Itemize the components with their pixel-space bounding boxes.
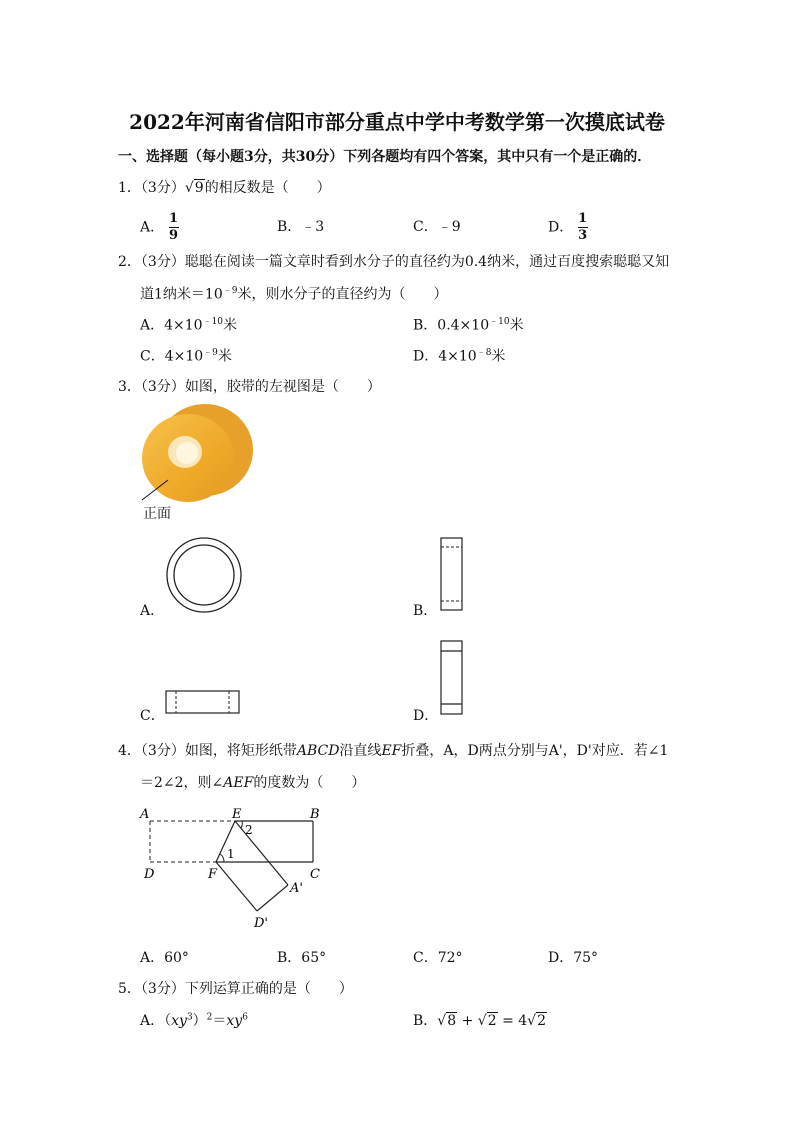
sqrt: √8 <box>437 1013 457 1029</box>
fraction <box>169 212 179 243</box>
q3-option-b-label[interactable]: B． <box>413 603 438 619</box>
q4-text: 4．（3分）如图，将矩形纸带 <box>118 743 297 759</box>
q1-number: 1． <box>118 180 141 196</box>
q5-italic: xy <box>171 1013 187 1029</box>
angle-1-arc <box>220 854 224 862</box>
denominator: 3 <box>578 228 588 243</box>
q4-italic: EF <box>381 743 402 759</box>
option-text: B．0.4×10 <box>413 317 490 334</box>
q4-text: 的度数为（ ） <box>253 775 366 791</box>
option-label: D． <box>548 219 574 236</box>
q3-option-b-figure[interactable] <box>440 537 464 613</box>
q4-line-1 <box>118 740 668 760</box>
q2-option-a[interactable] <box>140 314 237 335</box>
q4-italic: AEF <box>223 775 254 791</box>
q2-line-1: 2．（3分）聪聪在阅读一篇文章时看到水分子的直径约为0.4纳米，通过百度搜索聪聪又知 <box>118 254 670 270</box>
radicand: 8 <box>447 1013 457 1029</box>
tape-hole-inner <box>176 442 198 464</box>
section-heading: 一、选择题（每小题3分，共30分）下列各题均有四个答案，其中只有一个是正确的． <box>118 149 652 165</box>
outline-rect <box>166 691 239 713</box>
q2-option-c[interactable] <box>140 345 232 366</box>
q3-option-c-figure[interactable] <box>165 690 241 716</box>
operator: = 4 <box>497 1013 528 1029</box>
exponent: ﹣9 <box>222 286 238 296</box>
exponent: ﹣10 <box>489 317 510 327</box>
q2-line-2 <box>140 283 447 304</box>
q3-option-d-label[interactable]: D． <box>413 708 439 724</box>
exponent: 6 <box>242 1012 248 1023</box>
front-label: 正面 <box>143 506 171 522</box>
q1-option-b[interactable]: B．﹣3 <box>277 219 325 235</box>
numerator: 1 <box>169 211 179 226</box>
option-text: A．4×10 <box>140 317 203 334</box>
label-c: C <box>310 867 320 882</box>
outer-circle <box>167 538 241 612</box>
label-f: F <box>208 867 218 882</box>
option-text: ） <box>192 1013 207 1029</box>
label-angle-2: 2 <box>245 823 253 837</box>
option-text: 米 <box>223 317 238 334</box>
q3-option-a-label[interactable]: A． <box>140 603 165 619</box>
q3-option-c-label[interactable]: C． <box>140 708 165 724</box>
denominator: 9 <box>169 228 179 243</box>
angle-2-arc <box>241 821 242 828</box>
q1-text: 的相反数是（ ） <box>204 180 331 196</box>
q4-line-2 <box>140 772 365 792</box>
radicand: 2 <box>487 1013 497 1029</box>
page-title: 2022年河南省信阳市部分重点中学中考数学第一次摸底试卷 <box>129 110 665 134</box>
q4-option-c[interactable]: C．72° <box>413 950 463 966</box>
option-text: 米 <box>491 348 506 365</box>
option-text: A．（ <box>140 1013 172 1029</box>
question-1 <box>118 177 331 197</box>
outline-rect <box>441 538 462 610</box>
option-label: B． <box>413 1013 438 1029</box>
label-d: D <box>144 867 155 882</box>
q2-text: 米，则水分子的直径约为（ ） <box>237 286 448 303</box>
q4-text: 沿直线 <box>339 743 382 759</box>
exponent: ﹣8 <box>476 348 492 358</box>
label-a: A <box>140 807 150 822</box>
q2-text: 道1纳米＝10 <box>140 286 223 303</box>
sqrt: √2 <box>527 1013 547 1029</box>
q5-italic: xy <box>226 1013 243 1029</box>
option-text: D．4×10 <box>413 348 477 365</box>
radicand: 2 <box>537 1013 547 1029</box>
numerator: 1 <box>578 211 588 226</box>
q4-italic: ABCD <box>296 743 340 759</box>
label-e: E <box>232 807 242 822</box>
folding-diagram <box>130 800 350 940</box>
edge-a-prime-d-prime <box>257 885 288 911</box>
sqrt: √2 <box>477 1013 497 1029</box>
q4-text: ＝2∠2，则∠ <box>140 775 224 791</box>
outline-rect <box>441 641 462 714</box>
exponent: 2 <box>206 1012 213 1023</box>
q2-option-d[interactable] <box>413 345 505 366</box>
q4-text: 折叠，A，D两点分别与A'，D'对应．若∠1 <box>401 743 669 759</box>
q3-text: 3．（3分）如图，胶带的左视图是（ ） <box>118 379 381 395</box>
q1-option-a[interactable] <box>140 212 179 243</box>
option-text: 米 <box>509 317 524 334</box>
exponent: ﹣10 <box>202 317 224 327</box>
option-text: ＝ <box>212 1013 227 1029</box>
q5-option-a[interactable] <box>140 1010 248 1030</box>
q4-option-d[interactable]: D．75° <box>548 950 599 966</box>
q1-option-d[interactable] <box>548 212 588 243</box>
q3-option-d-figure[interactable] <box>440 640 464 716</box>
exponent: 3 <box>186 1012 193 1023</box>
operator: + <box>457 1013 478 1029</box>
exponent: ﹣9 <box>203 348 218 358</box>
q1-sqrt: √9 <box>184 180 204 196</box>
edge-fd-prime <box>216 862 257 911</box>
q2-option-b[interactable] <box>413 314 524 335</box>
inner-circle <box>174 545 234 605</box>
option-text: C．4×10 <box>140 348 204 365</box>
q5-text: 5．（3分）下列运算正确的是（ ） <box>118 981 353 997</box>
label-b: B <box>310 807 320 822</box>
q4-option-a[interactable]: A．60° <box>140 950 189 966</box>
q3-option-a-figure[interactable] <box>166 537 242 613</box>
label-a-prime: A' <box>290 881 303 896</box>
q1-radicand: 9 <box>194 180 204 196</box>
q5-option-b[interactable] <box>413 1010 547 1030</box>
option-text: 米 <box>217 348 232 365</box>
q1-option-c[interactable]: C．﹣9 <box>413 219 461 235</box>
q4-option-b[interactable]: B．65° <box>277 950 327 966</box>
edge-ea-prime <box>235 821 288 885</box>
fraction <box>578 212 588 243</box>
option-label: A． <box>140 219 165 236</box>
label-angle-1: 1 <box>227 847 235 861</box>
q1-score: （3分） <box>140 180 185 196</box>
label-d-prime: D' <box>254 916 268 931</box>
